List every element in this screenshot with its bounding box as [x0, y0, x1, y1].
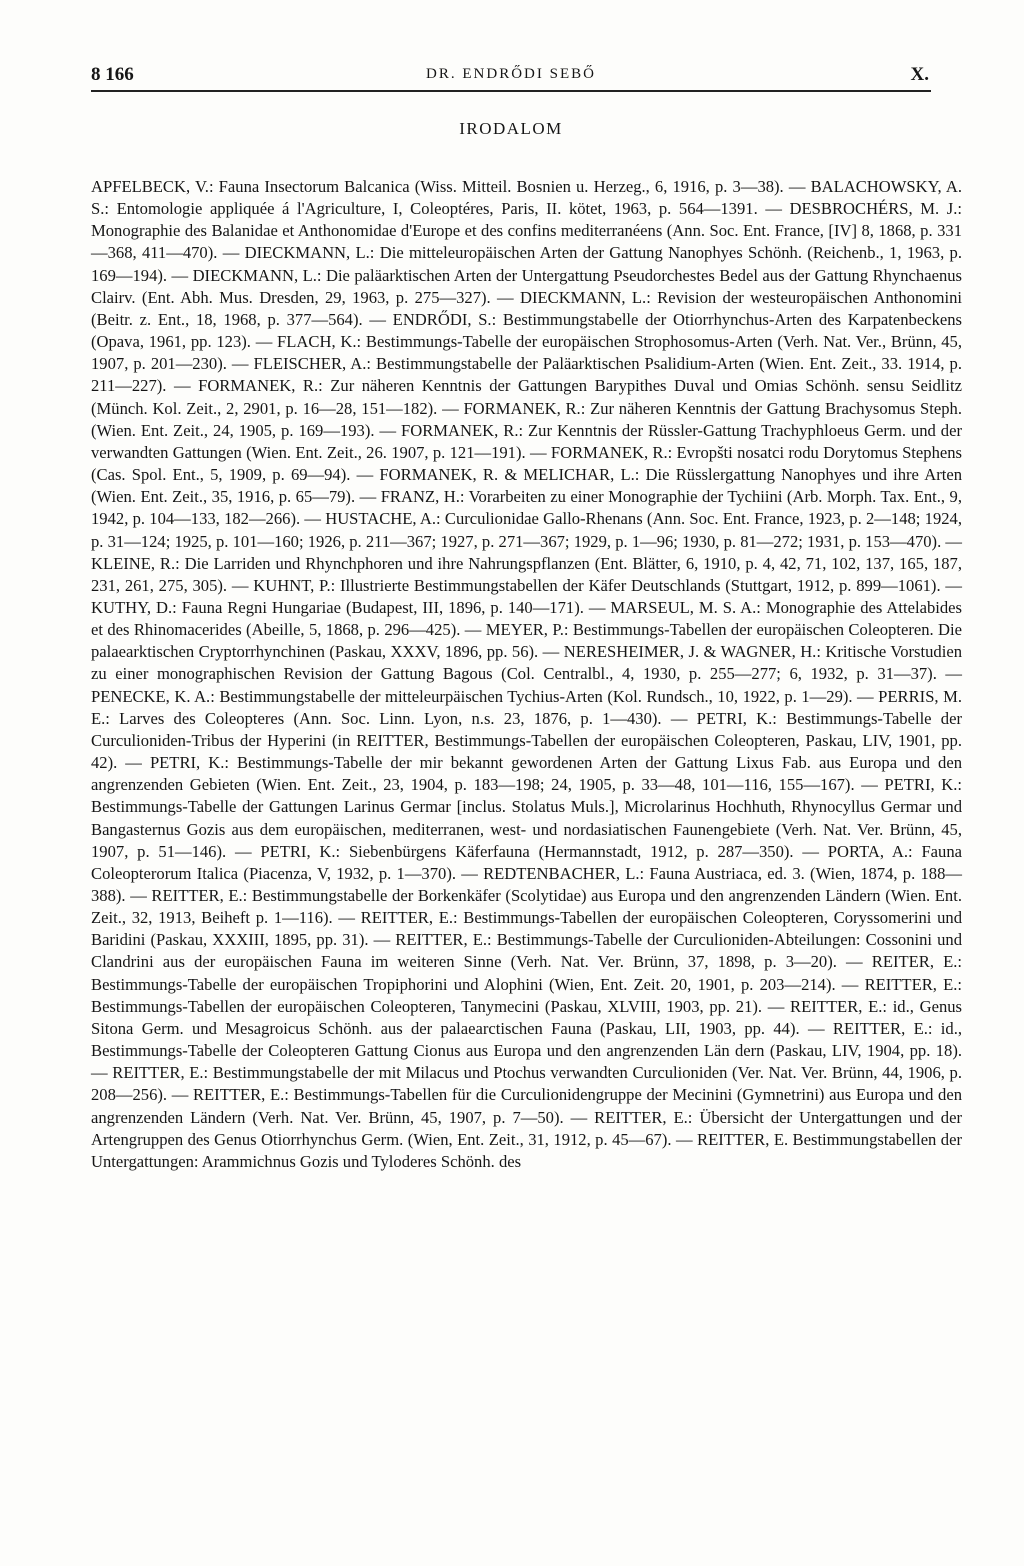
running-header	[91, 64, 931, 92]
bibliography-text: APFELBECK, V.: Fauna Insectorum Balcanica (Wiss. Mitteil. Bosnien u. Herzeg., 6, 1916, p. 3—38). — BALACHOWSKY, A. S.: Entomologie appliquée á l'Agriculture, I, Coleoptéres, Paris, II. kötet, 1963, p. 564—1391. — DESBROCHÉRS, M. J.: Monographie des Balanidae et Anthonomidae d'Europe et des confins mediterranéens (Ann. Soc. Ent. France, [IV] 8, 1868, p. 331—368, 411—470). — DIECKMANN, L.: Die mitteleuropäischen Arten der Gattung Nanophyes Schönh. (Reichenb., 1, 1963, p. 169—194). — DIECKMANN, L.: Die paläarktischen Arten der Untergattung Pseudorchestes Bedel aus der Gattung Rhynchaenus Clairv. (Ent. Abh. Mus. Dresden, 29, 1963, p. 275—327). — DIECKMANN, L.: Revision der westeuropäischen Anthonomini (Beitr. z. Ent., 18, 1968, p. 377—564). — ENDRŐDI, S.: Bestimmungstabelle der Otiorrhynchus-Arten des Karpatenbeckens (Opava, 1961, pp. 123). — FLACH, K.: Bestimmungs-Tabelle der europäischen Strophosomus-Arten (Verh. Nat. Ver., Brünn, 45, 1907, p. 201—230). — FLEISCHER, A.: Bestimmungstabelle der Paläarktischen Psalidium-Arten (Wien. Ent. Zeit., 33. 1914, p. 211—227). — FORMANEK, R.: Zur näheren Kenntnis der Gattungen Barypithes Duval und Omias Schönh. sensu Seidlitz (Münch. Kol. Zeit., 2, 2901, p. 16—28, 151—182). — FORMANEK, R.: Zur näheren Kenntnis der Gattung Brachysomus Steph. (Wien. Ent. Zeit., 24, 1905, p. 169—193). — FORMANEK, R.: Zur Kenntnis der Rüssler-Gattung Trachyphloeus Germ. und der verwandten Gattungen (Wien. Ent. Zeit., 26. 1907, p. 121—191). — FORMANEK, R.: Evropšti nosatci rodu Dorytomus Stephens (Cas. Spol. Ent., 5, 1909, p. 69—94). — FORMANEK, R. & MELICHAR, L.: Die Rüsslergattung Nanophyes und ihre Arten (Wien. Ent. Zeit., 35, 1916, p. 65—79). — FRANZ, H.: Vorarbeiten zu einer Monographie der Tychiini (Arb. Morph. Tax. Ent., 9, 1942, p. 104—133, 182—266). — HUSTACHE, A.: Curculionidae Gallo-Rhenans (Ann. Soc. Ent. France, 1923, p. 2—148; 1924, p. 31—124; 1925, p. 101—160; 1926, p. 211—367; 1927, p. 271—367; 1929, p. 1—96; 1930, p. 81—272; 1931, p. 153—470). — KLEINE, R.: Die Larriden und Rhynchphoren und ihre Nahrungspflanzen (Ent. Blätter, 6, 1910, p. 4, 42, 71, 102, 137, 165, 187, 231, 261, 275, 305). — KUHNT, P.: Illustrierte Bestimmungstabellen der Käfer Deutschlands (Stuttgart, 1912, p. 899—1061). — KUTHY, D.: Fauna Regni Hungariae (Budapest, III, 1896, p. 140—171). — MARSEUL, M. S. A.: Monographie des Attelabides et des Rhinomacerides (Abeille, 5, 1868, p. 296—425). — MEYER, P.: Bestimmungs-Tabellen der europäischen Coleopteren. Die palaearktischen Cryptorrhynchinen (Paskau, XXXV, 1896, pp. 56). — NERESHEIMER, J. & WAGNER, H.: Kritische Vorstudien zu einer monographischen Revision der Gattung Bagous (Col. Centralbl., 4, 1930, p. 255—277; 6, 1932, p. 31—37). — PENECKE, K. A.: Bestimmungstabelle der mitteleurpäischen Tychius-Arten (Kol. Rundsch., 10, 1922, p. 1—29). — PERRIS, M. E.: Larves des Coleopteres (Ann. Soc. Linn. Lyon, n.s. 23, 1876, p. 1—430). — PETRI, K.: Bestimmungs-Tabelle der Curculioniden-Tribus der Hyperini (in REITTER, Bestimmungs-Tabellen der europäischen Coleopteren, Paskau, LIV, 1901, pp. 42). — PETRI, K.: Bestimmungs-Tabelle der mir bekannt gewordenen Arten der Gattung Lixus Fab. aus Europa und den angrenzenden Gebieten (Wien. Ent. Zeit., 23, 1904, p. 183—198; 24, 1905, p. 33—48, 101—116, 155—167). — PETRI, K.: Bestimmungs-Tabelle der Gattungen Larinus Germar [inclus. Stolatus Muls.], Microlarinus Hochhuth, Rhynocyllus Germar und Bangasternus Gozis aus dem europäischen, mediterranen, west- und nordasiatischen Faunengebiete (Verh. Nat. Ver. Brünn, 45, 1907, p. 51—146). — PETRI, K.: Siebenbürgens Käferfauna (Hermannstadt, 1912, p. 287—350). — PORTA, A.: Fauna Coleopterorum Italica (Piacenza, V, 1932, p. 1—370). — REDTENBACHER, L.: Fauna Austriaca, ed. 3. (Wien, 1874, p. 188—388). — REITTER, E.: Bestimmungstabelle der Borkenkäfer (Scolytidae) aus Europa und den angrenzenden Ländern (Wien. Ent. Zeit., 32, 1913, Beiheft p. 1—116). — REITTER, E.: Bestimmungs-Tabellen der europäischen Coleopteren, Coryssomerini und Baridini (Paskau, XXXIII, 1895, pp. 31). — REITTER, E.: Bestimmungs-Tabelle der Curculioniden-Abteilungen: Cossonini und Clandrini aus der europäischen Fauna im weiteren Sinne (Verh. Nat. Ver. Brünn, 37, 1898, p. 3—20). — REITER, E.: Bestimmungs-Tabelle der europäischen Tropiphorini und Alophini (Wien, Ent. Zeit. 20, 1901, p. 203—214). — REITTER, E.: Bestimmungs-Tabellen der europäischen Coleopteren, Tanymecini (Paskau, XLVIII, 1903, pp. 21). — REITTER, E.: id., Genus Sitona Germ. und Mesagroicus Schönh. aus der palaearctischen Fauna (Paskau, LII, 1903, pp. 44). — REITTER, E.: id., Bestimmungs-Tabelle der Coleopteren Gattung Cionus aus Europa und den angrenzenden Län dern (Paskau, LIV, 1904, pp. 18). — REITTER, E.: Bestimmungstabelle der mit Milacus und Ptochus verwandten Curculioniden (Ver. Nat. Ver. Brünn, 44, 1906, p. 208—256). — REITTER, E.: Bestimmungs-Tabellen für die Curculionidengruppe der Mecinini (Gymnetrini) aus Europa und den angrenzenden Ländern (Verh. Nat. Ver. Brünn, 45, 1907, p. 7—50). — REITTER, E.: Übersicht der Untergattungen und der Artengruppen des Genus Otiorrhynchus Germ. (Wien, Ent. Zeit., 31, 1912, p. 45—67). — REITTER, E. Bestimmungstabellen der Untergattungen: Arammichnus Gozis und Tyloderes Schönh. des	[91, 177, 962, 1171]
section-title: IRODALOM	[459, 119, 563, 138]
chapter-number: X.	[910, 64, 929, 85]
bibliography-block	[91, 176, 962, 1173]
running-title: DR. ENDRŐDI SEBŐ	[426, 66, 596, 82]
page-number: 8 166	[91, 64, 134, 85]
